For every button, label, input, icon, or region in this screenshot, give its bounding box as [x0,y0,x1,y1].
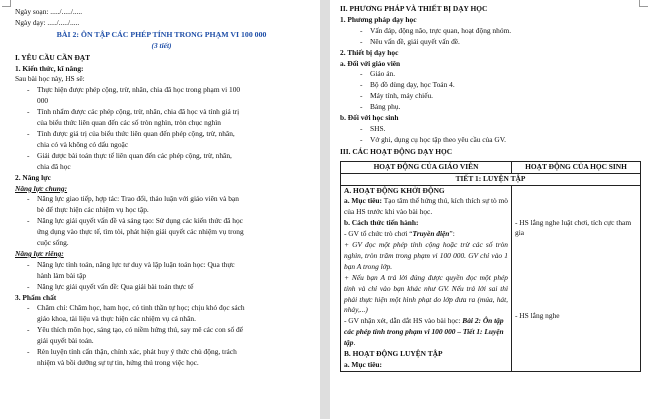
game-name: Truyền điện [412,229,450,239]
competence-item: - Năng lực tính toán, năng lực tư duy và lập luận toán học: Qua thực [15,260,308,271]
subsection-teaching-method: 1. Phương pháp dạy học [340,14,417,24]
student-equipment-heading: b. Đối với học sinh [340,113,399,123]
specific-competence-heading: Năng lực riêng: [15,248,64,258]
lead-in-text: - GV nhận xét, dẫn dắt HS vào bài học: [344,316,463,326]
objective-paragraph [344,196,508,218]
game-intro [344,229,508,240]
section-heading-methods: II. PHƯƠNG PHÁP VÀ THIẾT BỊ DẠY HỌC [340,4,488,13]
game-rule: + Nếu bạn A trả lời đúng được quyền đọc một phép tính và chỉ vào bạn khác như GV. Nếu trả lời sai thì phải thực hiện một hình phạt do lớp đưa ra (múa, hát, nhảy,...) [344,272,508,315]
procedure-heading: b. Cách thức tiến hành: [344,218,419,228]
lead-in-paragraph [344,316,508,349]
knowledge-item-cont: 000 [37,96,49,106]
competence-item: - Năng lực giao tiếp, hợp tác: Trao đổi, thảo luận với giáo viên và bạn [15,194,308,205]
crop-mark [2,0,11,7]
activities-table [340,161,641,372]
student-equipment-item: - Vở ghi, dụng cụ học tập theo yêu cầu của GV. [340,135,641,146]
spacer [515,186,637,218]
knowledge-item-cont: của biểu thức liên quan đến các số tròn nghìn, tròn chục nghìn [37,118,221,128]
section-heading-activities: III. CÁC HOẠT ĐỘNG DẠY HỌC [340,146,453,156]
lesson-reference: Bài 2: Ôn tập các phép tính trong phạm vi 100 000 – Tiết 1: Luyện tập [344,316,504,348]
spacer [515,239,637,311]
column-header-student: HOẠT ĐỘNG CỦA HỌC SINH [512,161,641,173]
competence-item: - Năng lực giải quyết vấn đề: Qua giải bài toán thực tế [15,282,308,293]
knowledge-item: - Tính được giá trị của biểu thức liên quan đến phép cộng, trừ, nhân, [15,129,308,140]
teacher-equipment-heading: a. Đối với giáo viên [340,58,401,68]
student-response: - HS lắng nghe luật chơi, tích cực tham gia [515,217,632,238]
knowledge-item: - Thực hiện được phép cộng, trừ, nhân, chia đã học trong phạm vi 100 [15,85,308,96]
competence-item-cont: hành làm bài tập [37,270,87,280]
teacher-equipment-item: - Bảng phụ. [340,102,641,113]
quality-item: - Rèn luyện tính cẩn thận, chính xác, phát huy ý thức chủ động, trách [15,347,308,358]
quality-item-cont: nhiệm và bồi dưỡng sự tự tin, hứng thú trong việc học. [37,358,199,367]
general-competence-heading: Năng lực chung: [15,183,68,193]
knowledge-item-cont: chia có và không có dấu ngoặc [37,139,129,149]
objective-label: a. Mục tiêu: [344,196,382,206]
knowledge-item: - Tính nhẩm được các phép cộng, trừ, nhân, chia đã học và tính giá trị [15,107,308,118]
knowledge-item: - Giải được bài toán thực tế liên quan đến các phép cộng, trừ, nhân, [15,151,308,162]
quality-item: - Chăm chỉ: Chăm học, ham học, có tinh thần tự học; chịu khó đọc sách [15,303,308,314]
knowledge-item-cont: chia đã học [37,161,71,171]
student-equipment-item: - SHS. [340,124,641,135]
method-item: - Vấn đáp, động não, trực quan, hoạt động nhóm. [340,26,641,37]
objective-text: Tạo tâm thế hứng thú, kích thích sự tò mò của HS trước khi vào bài học. [344,196,508,217]
game-rule: + GV đọc một phép tính cộng hoặc trừ các số tròn nghìn, tròn trăm trong phạm vi 100 000. GV chỉ vào 1 bạn A trong lớp. [344,240,508,271]
date-teach: Ngày dạy: ...../...../..... [15,17,80,27]
lesson-subtitle: (3 tiết) [151,40,172,50]
teacher-equipment-item: - Bộ đồ dùng dạy, học Toán 4. [340,80,641,91]
objective-label-b: a. Mục tiêu: [344,360,382,369]
teacher-activity-cell [341,185,512,371]
competence-item: - Năng lực giải quyết vấn đề và sáng tạo: Sử dụng các kiến thức đã học [15,216,308,227]
document-page-left [0,0,320,419]
student-activity-cell [512,185,641,371]
competence-item-cont: cuộc sống. [37,238,69,248]
teacher-equipment-item: - Giáo án. [340,69,641,80]
quality-item-cont: giáo khoa, tài liệu và thực hiện các nhiệm vụ cá nhân. [37,314,196,324]
crop-mark [639,0,648,7]
student-response: - HS lắng nghe [515,311,560,321]
lead-in-end: . [353,338,356,348]
method-item: - Nêu vấn đề, giải quyết vấn đề. [340,37,641,48]
quality-item-cont: giải quyết bài toán. [37,336,94,346]
knowledge-intro: Sau bài học này, HS sẽ: [15,74,85,84]
subsection-qualities: 3. Phẩm chất [15,292,57,302]
teacher-equipment-item: - Máy tính, máy chiếu. [340,91,641,102]
subsection-knowledge: 1. Kiến thức, kĩ năng: [15,63,84,73]
competence-item-cont: ứng dụng vào thực tế, tìm tòi, phát hiện giải quyết các nhiệm vụ trong [37,227,244,237]
quality-item: - Yêu thích môn học, sáng tạo, có niềm hứng thú, say mê các con số để [15,325,308,336]
column-header-teacher: HOẠT ĐỘNG CỦA GIÁO VIÊN [341,161,512,173]
subsection-equipment: 2. Thiết bị dạy học [340,47,399,57]
competence-item-cont: bè để thực hiện các nhiệm vụ học tập. [37,205,149,215]
game-intro-post: ”: [449,229,455,239]
activity-heading-practice: B. HOẠT ĐỘNG LUYỆN TẬP [344,349,443,359]
lesson-title: BÀI 2: ÔN TẬP CÁC PHÉP TÍNH TRONG PHẠM VI 100 000 [56,29,267,39]
lesson-period-row: TIẾT 1: LUYỆN TẬP [341,173,641,185]
document-page-right [330,0,650,419]
activity-heading-warmup: A. HOẠT ĐỘNG KHỞI ĐỘNG [344,185,445,195]
date-prepare: Ngày soạn: ...../...../..... [15,7,83,16]
subsection-competence: 2. Năng lực [15,172,51,182]
section-heading-requirements: I. YÊU CẦU CẦN ĐẠT [15,52,91,62]
game-intro-pre: - GV tổ chức trò chơi “ [344,229,413,239]
